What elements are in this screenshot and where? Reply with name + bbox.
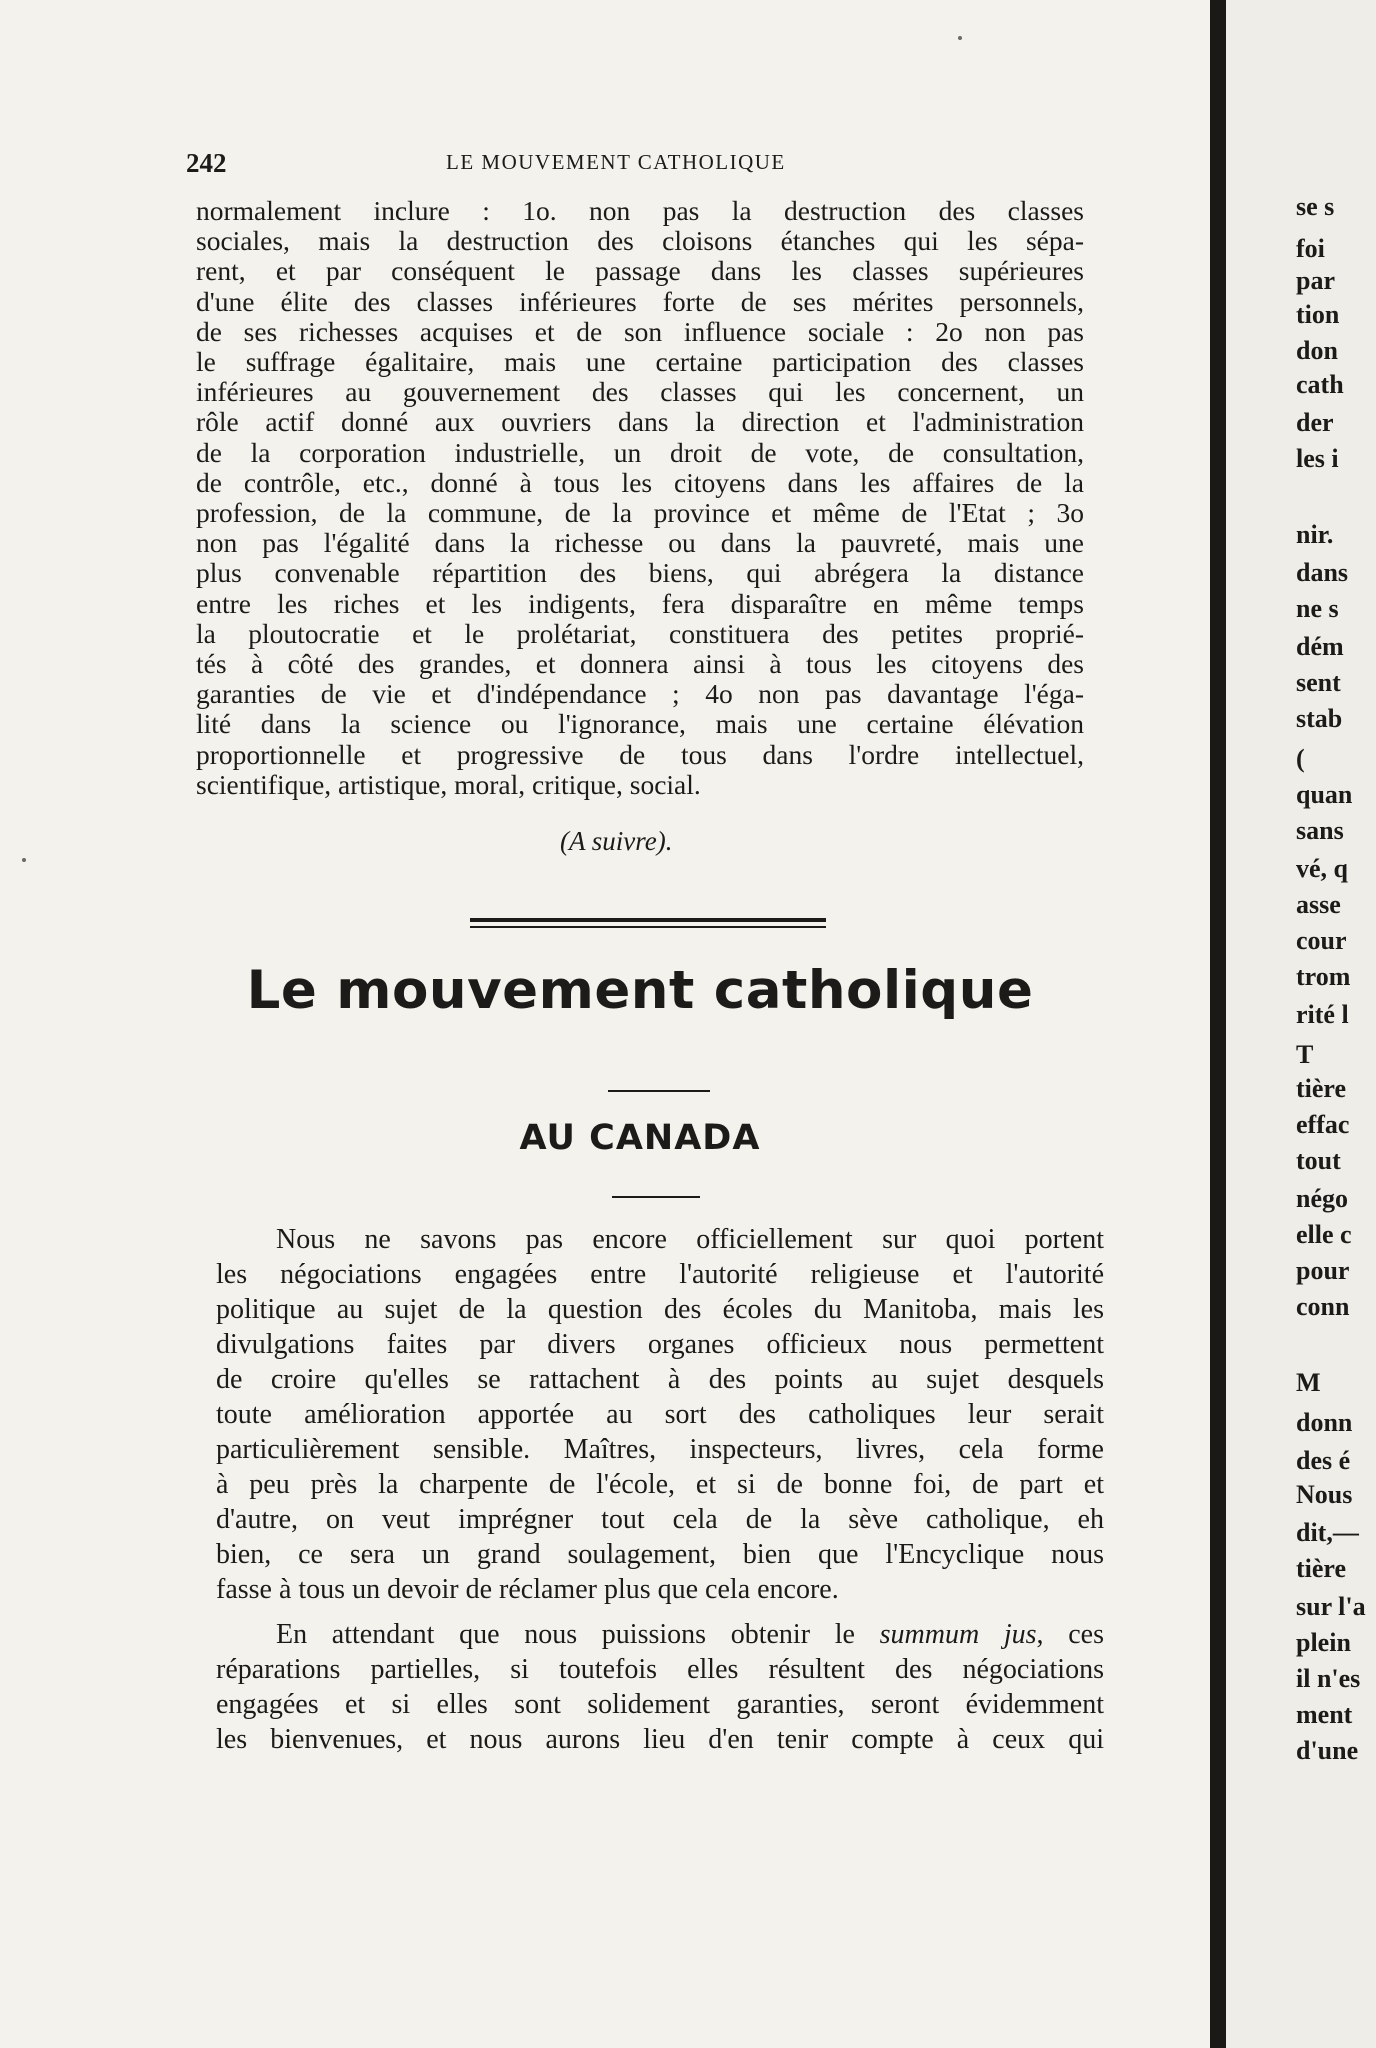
title-rule	[608, 1090, 710, 1092]
text-line: d'autre, on veut imprégner tout cela de la sève catholique, eh	[216, 1504, 1104, 1535]
facing-page-fragment: Nous	[1296, 1480, 1353, 1509]
text-line: à peu près la charpente de l'école, et si de bonne foi, de part et	[216, 1469, 1104, 1500]
text-line: la ploutocratie et le prolétariat, constituera des petites proprié-	[196, 617, 1084, 649]
article-body	[216, 1222, 1104, 1757]
text-line: proportionnelle et progressive de tous dans l'ordre intellectuel,	[196, 738, 1084, 770]
text-run: En attendant que nous puissions obtenir le	[276, 1619, 880, 1650]
facing-page-fragment: tion	[1296, 300, 1340, 329]
section-divider	[470, 918, 826, 930]
continued-paragraph	[196, 196, 1084, 800]
facing-page-fragment: d'une	[1296, 1736, 1359, 1765]
facing-page-fragment: des é	[1296, 1446, 1351, 1475]
text-line: sociales, mais la destruction des cloisons étanches qui les sépa-	[196, 225, 1084, 257]
text-run: , ces	[1036, 1619, 1104, 1650]
facing-page-fragment: (	[1296, 744, 1305, 773]
facing-page-fragment: sans	[1296, 816, 1344, 845]
facing-page-fragment: foi	[1296, 234, 1325, 263]
text-line: de croire qu'elles se rattachent à des points au sujet desquels	[216, 1364, 1104, 1395]
facing-page-fragment: dans	[1296, 558, 1349, 587]
facing-page-fragment: trom	[1296, 962, 1351, 991]
text-line: garanties de vie et d'indépendance ; 4o non pas davantage l'éga-	[196, 678, 1084, 710]
text-line: inférieures au gouvernement des classes qui les concernent, un	[196, 376, 1084, 408]
text-line: bien, ce sera un grand soulagement, bien que l'Encyclique nous	[216, 1539, 1104, 1570]
text-line: de contrôle, etc., donné à tous les citoyens dans les affaires de la	[196, 466, 1084, 498]
text-line: non pas l'égalité dans la richesse ou dans la pauvreté, mais une	[196, 527, 1084, 559]
text-line: divulgations faites par divers organes officieux nous permettent	[216, 1329, 1104, 1360]
facing-page-fragment: dit,—	[1296, 1518, 1359, 1547]
divider-thick-rule	[470, 918, 826, 922]
text-line: fasse à tous un devoir de réclamer plus que cela encore.	[216, 1574, 839, 1605]
text-line: toute amélioration apportée au sort des catholiques leur serait	[216, 1399, 1104, 1430]
text-line: Nous ne savons pas encore officiellement sur quoi portent	[276, 1224, 1104, 1255]
italic-phrase: summum jus	[879, 1619, 1037, 1650]
subtitle-rule	[612, 1196, 700, 1198]
text-line: rent, et par conséquent le passage dans les classes supérieures	[196, 255, 1084, 287]
facing-page-fragment: rité l	[1296, 1000, 1349, 1029]
facing-page-fragment: don	[1296, 336, 1338, 365]
facing-page-fragment: T	[1296, 1040, 1314, 1069]
facing-page-fragment: stab	[1296, 704, 1343, 733]
facing-page-fragment: sent	[1296, 668, 1341, 697]
facing-page-fragment: plein	[1296, 1628, 1351, 1657]
text-line: d'une élite des classes inférieures forte de ses mérites personnels,	[196, 285, 1084, 317]
facing-page-fragment: tout	[1296, 1146, 1341, 1175]
text-line: entre les riches et les indigents, fera disparaître en même temps	[196, 587, 1084, 619]
facing-page-fragment: sur l'a	[1296, 1592, 1366, 1621]
facing-page-fragment: elle c	[1296, 1220, 1352, 1249]
book-gutter	[1210, 0, 1226, 2048]
facing-page-fragment: négo	[1296, 1184, 1348, 1213]
text-line: rôle actif donné aux ouvriers dans la direction et l'administration	[196, 406, 1084, 438]
text-line: plus convenable répartition des biens, qui abrégera la distance	[196, 557, 1084, 589]
text-line: de ses richesses acquises et de son influence sociale : 2o non pas	[196, 315, 1084, 347]
facing-page-fragment: ment	[1296, 1700, 1353, 1729]
text-line: particulièrement sensible. Maîtres, inspecteurs, livres, cela forme	[216, 1434, 1104, 1465]
facing-page-fragment: ne s	[1296, 594, 1339, 623]
scan-speck	[958, 36, 962, 40]
text-line: engagées et si elles sont solidement garanties, seront évidemment	[216, 1689, 1104, 1720]
facing-page-fragment: cath	[1296, 370, 1344, 399]
text-line: réparations partielles, si toutefois elles résultent des négociations	[216, 1654, 1104, 1685]
facing-page-fragment: donn	[1296, 1408, 1353, 1437]
facing-page-fragment: asse	[1296, 890, 1341, 919]
article-subtitle: AU CANADA	[519, 1118, 761, 1158]
text-line: les négociations engagées entre l'autorité religieuse et l'autorité	[216, 1259, 1104, 1290]
facing-page-fragment: les i	[1296, 444, 1339, 473]
text-line: scientifique, artistique, moral, critique, social.	[196, 768, 701, 800]
divider-thin-rule	[470, 926, 826, 928]
facing-page-fragment: tière	[1296, 1554, 1347, 1583]
text-line: normalement inclure : 1o. non pas la destruction des classes	[196, 195, 1084, 226]
facing-page-fragment: se s	[1296, 192, 1335, 221]
facing-page-fragment: der	[1296, 408, 1334, 437]
facing-page-fragment: quan	[1296, 780, 1353, 809]
text-line: lité dans la science ou l'ignorance, mais une certaine élévation	[196, 708, 1084, 740]
text-line: politique au sujet de la question des écoles du Manitoba, mais les	[216, 1294, 1104, 1325]
running-head-title: LE MOUVEMENT CATHOLIQUE	[446, 150, 786, 174]
facing-page-fragment: effac	[1296, 1110, 1350, 1139]
text-line: profession, de la commune, de la province et même de l'Etat ; 3o	[196, 497, 1084, 529]
facing-page-fragment: tière	[1296, 1074, 1347, 1103]
facing-page-fragment: dém	[1296, 632, 1344, 661]
facing-page-fragment: M	[1296, 1368, 1321, 1397]
text-line	[216, 1617, 1104, 1652]
text-line: de la corporation industrielle, un droit de vote, de consultation,	[196, 436, 1084, 468]
text-line: les bienvenues, et nous aurons lieu d'en tenir compte à ceux qui	[216, 1724, 1104, 1755]
text-line: tés à côté des grandes, et donnera ainsi à tous les citoyens des	[196, 648, 1084, 680]
facing-page-fragment: cour	[1296, 926, 1347, 955]
facing-page-fragment: pour	[1296, 1256, 1350, 1285]
facing-page-fragment: par	[1296, 266, 1335, 295]
article-title: Le mouvement catholique	[246, 960, 1034, 1021]
facing-page-fragment: conn	[1296, 1292, 1350, 1321]
text-line: le suffrage égalitaire, mais une certaine participation des classes	[196, 346, 1084, 378]
running-head	[186, 148, 1086, 182]
facing-page-fragment: nir.	[1296, 520, 1334, 549]
scan-speck	[22, 858, 26, 862]
page-number: 242	[186, 148, 227, 178]
facing-page-fragment: il n'es	[1296, 1664, 1361, 1693]
to-be-continued: (A suivre).	[560, 826, 673, 856]
facing-page-fragment: vé, q	[1296, 854, 1348, 883]
